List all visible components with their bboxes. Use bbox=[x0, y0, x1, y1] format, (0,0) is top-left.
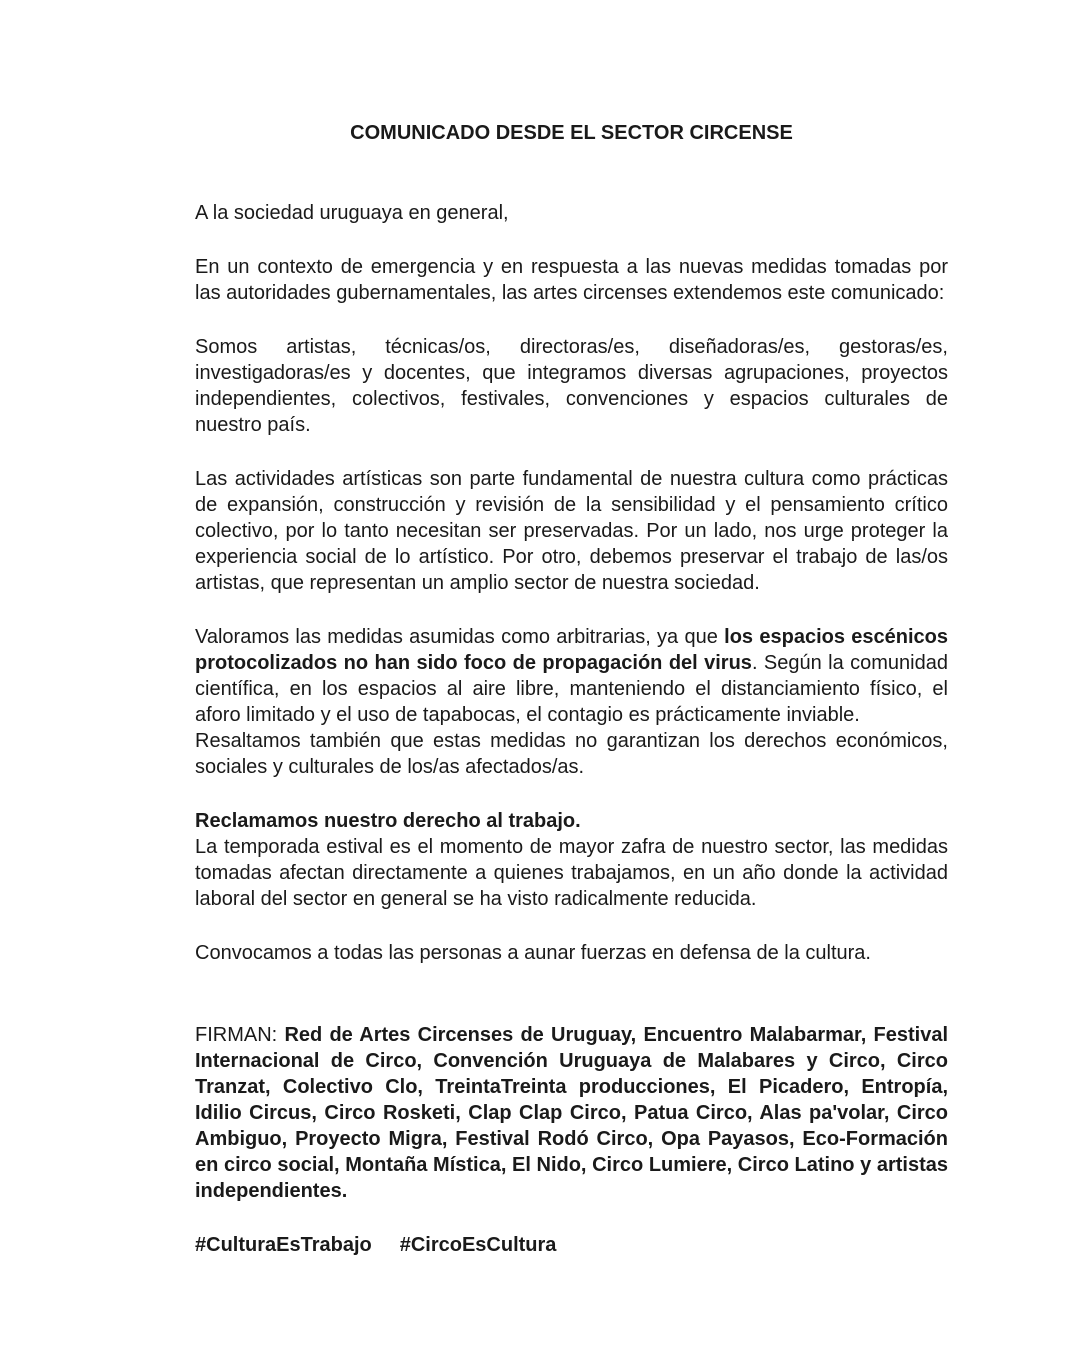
paragraph-firman bbox=[195, 1022, 948, 1204]
reclamamos-heading: Reclamamos nuestro derecho al trabajo. bbox=[195, 810, 581, 832]
resaltamos-sentence: Resaltamos también que estas medidas no garantizan los derechos económicos, sociales y culturales de los/as afectados/as. bbox=[195, 730, 948, 778]
firman-signatories: Red de Artes Circenses de Uruguay, Encuentro Malabarmar, Festival Internacional de Circo, Convención Uruguaya de Malabares y Circo, Circo Tranzat, Colectivo Clo, TreintaTreinta producciones, El Picadero, Entropía, Idilio Circus, Circo Rosketi, Clap Clap Circo, Patua Circo, Alas pa'volar, Circo Ambiguo, Proyecto Migra, Festival Rodó Circo, Opa Payasos, Eco-Formación en circo social, Montaña Mística, El Nido, Circo Lumiere, Circo Latino y artistas independientes. bbox=[195, 1024, 948, 1202]
salutation-line: A la sociedad uruguaya en general, bbox=[195, 202, 509, 224]
temporada-sentence: La temporada estival es el momento de mayor zafra de nuestro sector, las medidas tomadas afectan directamente a quienes trabajamos, en un año donde la actividad laboral del sector en general se ha visto radicalmente reducida. bbox=[195, 836, 948, 910]
valoramos-text-regular: Valoramos las medidas asumidas como arbitrarias, ya que bbox=[195, 626, 725, 648]
valoramos-text-bold: los espacios escénicos protocolizados no han sido foco de propagación del virus bbox=[195, 626, 948, 674]
firman-label: FIRMAN: bbox=[195, 1024, 285, 1046]
paragraph-actividades: Las actividades artísticas son parte fundamental de nuestra cultura como prácticas de expansión, construcción y revisión de la sensibilidad y el pensamiento crítico colectivo, por lo tanto necesitan ser preservadas. Por un lado, nos urge proteger la experiencia social de lo artístico. Por otro, debemos preservar el trabajo de las/os artistas, que representan un amplio sector de nuestra sociedad. bbox=[195, 468, 948, 594]
valoramos-sentence bbox=[195, 624, 948, 728]
paragraph-reclamamos bbox=[195, 808, 948, 912]
hashtag-circo-es-cultura: #CircoEsCultura bbox=[399, 1234, 557, 1256]
valoramos-text-regular-2: . Según la comunidad científica, en los espacios al aire libre, manteniendo el distanciamiento físico, el aforo limitado y el uso de tapabocas, el contagio es prácticamente inviable. bbox=[195, 652, 948, 726]
document-title: COMUNICADO DESDE EL SECTOR CIRCENSE bbox=[350, 122, 793, 144]
paragraph-convocamos: Convocamos a todas las personas a aunar fuerzas en defensa de la cultura. bbox=[195, 942, 871, 964]
hashtag-cultura-es-trabajo: #CulturaEsTrabajo bbox=[195, 1234, 372, 1256]
paragraph-intro: En un contexto de emergencia y en respuesta a las nuevas medidas tomadas por las autoridades gubernamentales, las artes circenses extendemos este comunicado: bbox=[195, 256, 948, 304]
paragraph-somos: Somos artistas, técnicas/os, directoras/es, diseñadoras/es, gestoras/es, investigadoras/es y docentes, que integramos diversas agrupaciones, proyectos independientes, colectivos, festivales, convenciones y espacios culturales de nuestro país. bbox=[195, 336, 948, 436]
hashtags-line bbox=[195, 1232, 948, 1258]
paragraph-valoramos-resaltamos bbox=[195, 624, 948, 780]
